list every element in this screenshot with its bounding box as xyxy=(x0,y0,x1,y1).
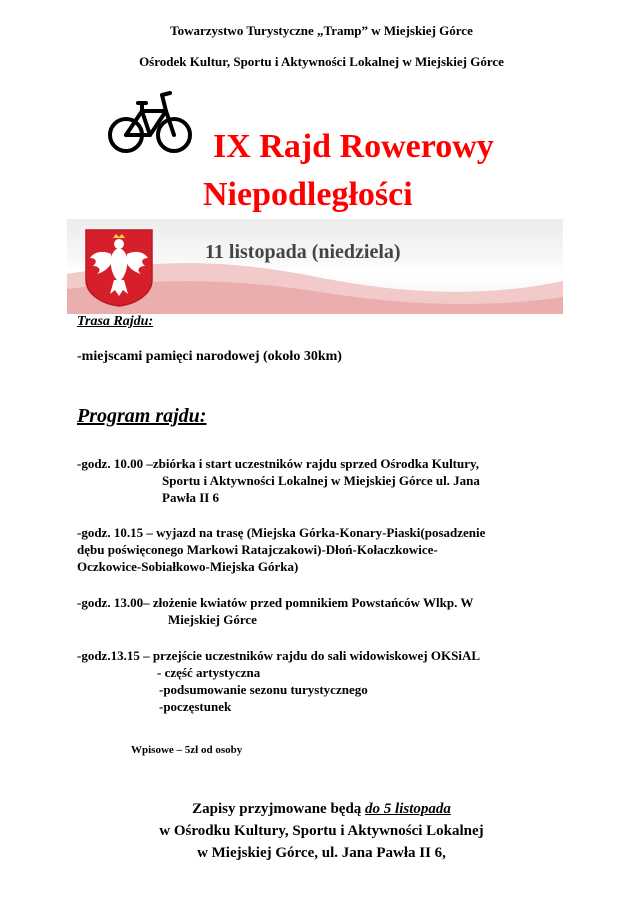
route-heading: Trasa Rajdu: xyxy=(77,314,154,329)
program-item-1 xyxy=(77,455,480,506)
title-line-1: IX Rajd Rowerowy xyxy=(213,128,494,165)
program-item-line: -godz.13.15 – przejście uczestników rajdu do sali widowiskowej OKSiAL xyxy=(77,648,480,663)
event-date: 11 listopada (niedziela) xyxy=(205,241,401,263)
program-item-3 xyxy=(77,594,473,628)
signup-block xyxy=(0,798,643,864)
program-item-line: -godz. 13.00– złożenie kwiatów przed pomnikiem Powstańców Wlkp. W xyxy=(77,595,474,610)
program-item-line: Miejskiej Górce xyxy=(168,612,257,627)
signup-prefix: Zapisy przyjmowane będą xyxy=(192,801,362,817)
signup-line-1 xyxy=(0,798,643,820)
fee-text: Wpisowe – 5zł od osoby xyxy=(131,744,243,756)
program-item-line: -podsumowanie sezonu turystycznego xyxy=(159,682,368,697)
signup-deadline: do 5 listopada xyxy=(365,801,451,817)
program-heading: Program rajdu: xyxy=(77,405,207,427)
polish-eagle-emblem xyxy=(84,228,154,308)
program-item-4 xyxy=(77,647,480,715)
organizer-line-2: Ośrodek Kultur, Sportu i Aktywności Lokalnej w Miejskiej Górce xyxy=(139,54,504,69)
bicycle-icon xyxy=(108,89,192,157)
organizer-line-1: Towarzystwo Turystyczne „Tramp” w Miejskiej Górce xyxy=(170,23,473,38)
program-item-line: - część artystyczna xyxy=(157,665,261,680)
program-item-line: -godz. 10.15 – wyjazd na trasę (Miejska Górka-Konary-Piaski(posadzenie xyxy=(77,525,486,540)
program-item-line: Oczkowice-Sobiałkowo-Miejska Górka) xyxy=(77,559,299,574)
signup-line-2: w Ośrodku Kultury, Sportu i Aktywności Lokalnej xyxy=(159,823,484,839)
program-item-line: -godz. 10.00 –zbiórka i start uczestników rajdu sprzed Ośrodka Kultury, xyxy=(77,456,480,471)
signup-line-3: w Miejskiej Górce, ul. Jana Pawła II 6, xyxy=(197,845,446,861)
route-text: -miejscami pamięci narodowej (około 30km) xyxy=(77,349,342,364)
title-line-2: Niepodległości xyxy=(203,176,413,213)
program-item-line: dębu poświęconego Markowi Ratajczakowi)-Dłoń-Kołaczkowice- xyxy=(77,542,438,557)
program-item-2 xyxy=(77,524,485,575)
program-item-line: Pawła II 6 xyxy=(162,490,220,505)
program-item-line: -poczęstunek xyxy=(159,699,232,714)
program-item-line: Sportu i Aktywności Lokalnej w Miejskiej Górce ul. Jana xyxy=(162,473,480,488)
